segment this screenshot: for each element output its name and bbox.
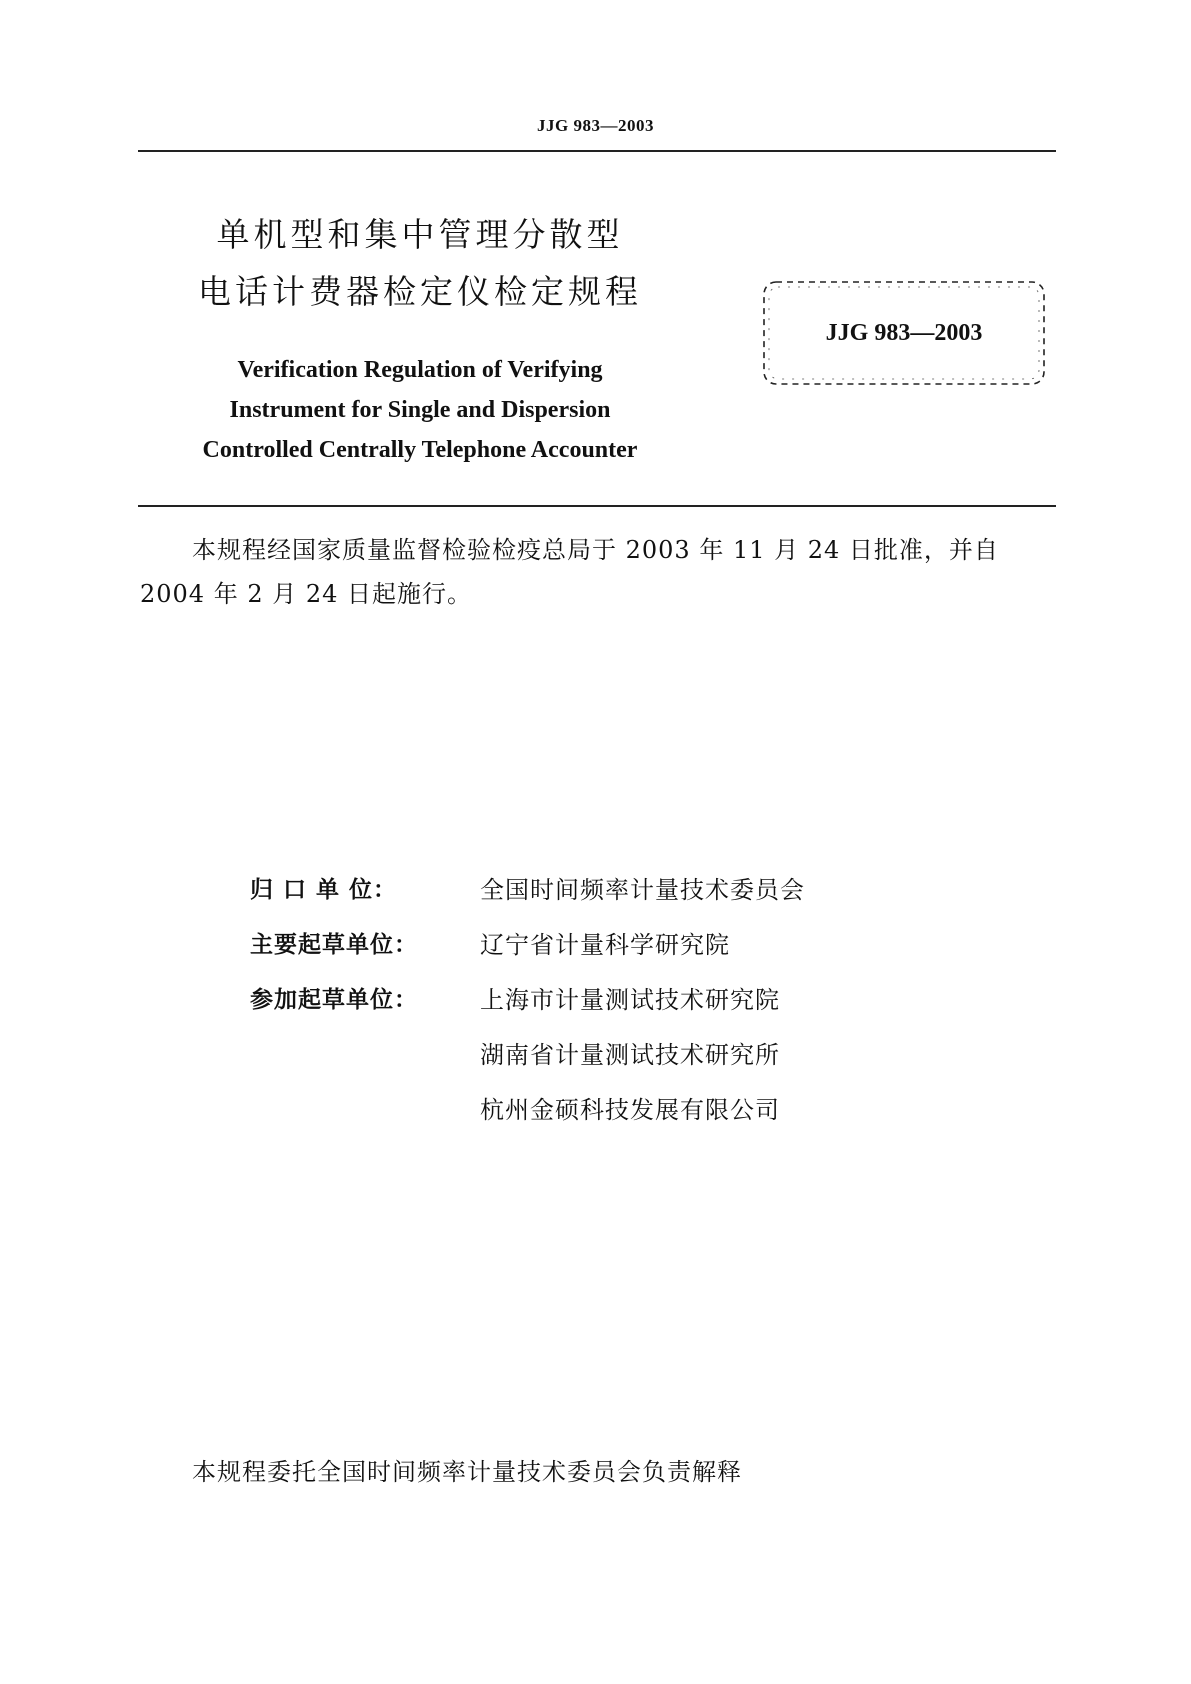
interpretation-note: 本规程委托全国时间频率计量技术委员会负责解释 [192, 1458, 742, 1486]
title-cn-line1: 单机型和集中管理分散型 [216, 215, 624, 254]
approval-line2: 2004 年 2 月 24 日起施行。 [140, 580, 473, 608]
title-en-line2: Instrument for Single and Dispersion [229, 397, 611, 423]
title-rule [138, 505, 1056, 507]
participating-row-2 [250, 1025, 1010, 1080]
participating-value: 上海市计量测试技术研究院 [480, 986, 780, 1014]
main-drafting-row [250, 915, 1010, 970]
main-drafting-label: 主要起草单位： [250, 932, 418, 958]
drafting-units [250, 860, 1010, 1135]
centralized-unit-value: 全国时间频率计量技术委员会 [480, 876, 805, 904]
title-en-line3: Controlled Centrally Telephone Accounter [202, 437, 638, 463]
centralized-unit-label: 归 口 单 位： [250, 877, 398, 903]
participating-value: 杭州金硕科技发展有限公司 [480, 1096, 780, 1124]
participating-label: 参加起草单位： [250, 987, 418, 1013]
code-box [760, 278, 1048, 388]
approval-text-1: 本规程经国家质量监督检验检疫总局于 2003 年 11 月 24 日批准，并自 [192, 536, 999, 564]
participating-value: 湖南省计量测试技术研究所 [480, 1041, 780, 1069]
participating-row-1 [250, 970, 1010, 1025]
approval-line1 [140, 528, 1056, 572]
title-cn-line2: 电话计费器检定仪检定规程 [198, 272, 642, 311]
main-drafting-value: 辽宁省计量科学研究院 [480, 931, 730, 959]
header-rule [138, 150, 1056, 152]
centralized-unit-row [250, 860, 1010, 915]
code-box-text: JJG 983—2003 [825, 320, 983, 346]
header-code: JJG 983—2003 [537, 116, 654, 135]
participating-row-3 [250, 1080, 1010, 1135]
title-en-line1: Verification Regulation of Verifying [237, 357, 603, 383]
